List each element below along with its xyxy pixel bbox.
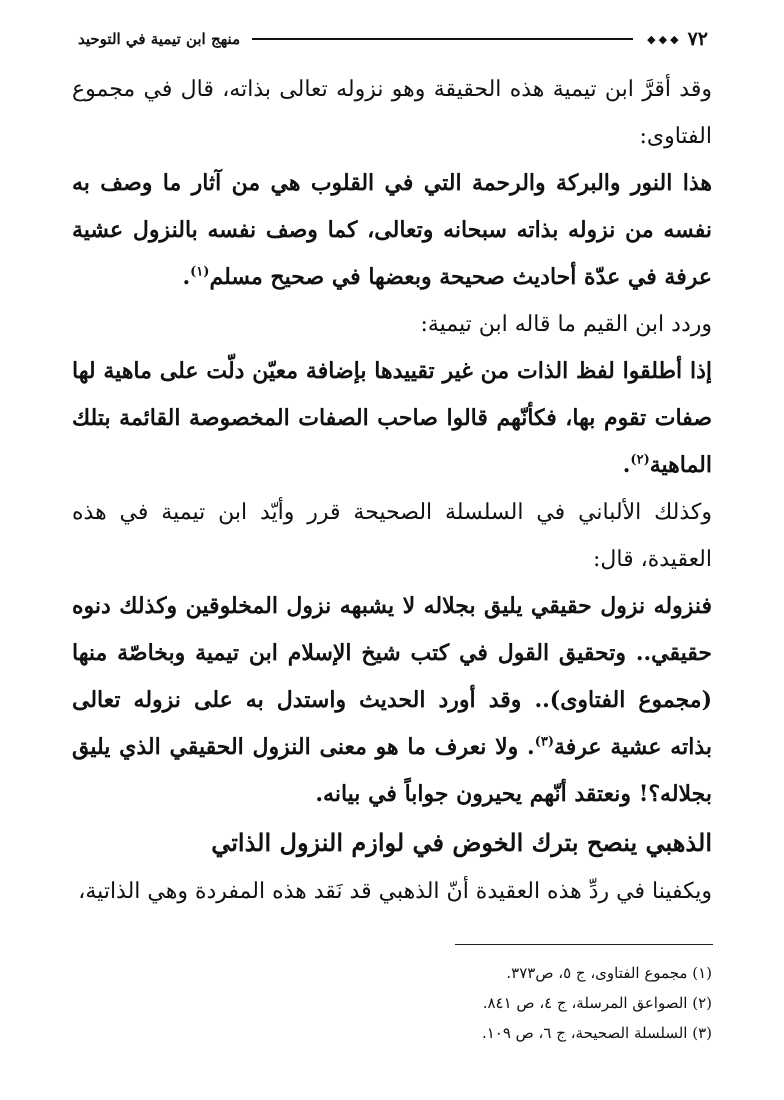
header-rule	[252, 38, 633, 40]
paragraph-text: وردد ابن القيم ما قاله ابن تيمية:	[420, 312, 712, 337]
paragraph-text: وكذلك الألباني في السلسلة الصحيحة قرر وأيّد ابن تيمية في هذه العقيدة، قال:	[72, 500, 712, 572]
punctuation: .	[182, 264, 191, 290]
footnote-ref[interactable]: (٣)	[534, 734, 554, 750]
footnote-item: (٣) السلسلة الصحيحة، ج ٦، ص ١٠٩.	[481, 1024, 712, 1042]
paragraph-text: ويكفينا في ردِّ هذه العقيدة أنّ الذهبي قد نَقد هذه المفردة وهي الذاتية،	[78, 879, 712, 904]
main-text	[72, 66, 712, 915]
quote-block	[72, 348, 712, 489]
page-number: ٧٢	[687, 28, 708, 50]
footnote-item: (١) مجموع الفتاوى، ج ٥، ص٣٧٣.	[506, 964, 712, 982]
footnote-ref[interactable]: (١)	[190, 264, 210, 280]
punctuation: .	[622, 452, 631, 478]
section-heading: الذهبي ينصح بترك الخوض في لوازم النزول الذاتي	[211, 828, 712, 857]
footnotes	[72, 958, 712, 1048]
quote-block	[72, 160, 712, 301]
footnote-ref[interactable]: (٢)	[630, 452, 650, 468]
paragraph-text: وقد أقرَّ ابن تيمية هذه الحقيقة وهو نزوله تعالى بذاته، قال في مجموع الفتاوى:	[72, 77, 712, 149]
quote-text: . ولا نعرف ما هو معنى النزول الحقيقي الذي يليق بجلاله؟! ونعتقد أنّهم يحيرون جواباً في بيانه.	[72, 734, 712, 807]
ornament-diamonds-icon: ◆ ◆ ◆	[647, 32, 678, 46]
quote-block	[72, 583, 712, 818]
paragraph	[72, 489, 712, 583]
footnote-separator	[455, 944, 713, 945]
running-title: منهج ابن تيمية في التوحيد	[78, 30, 241, 48]
paragraph	[72, 868, 712, 915]
page-header	[78, 24, 708, 54]
quote-text: إذا أطلقوا لفظ الذات من غير تقييدها بإضافة معيّن دلّت على ماهية لها صفات تقوم بها، فكأنّهم قالوا صاحب الصفات المخصوصة القائمة بتلك الماهية	[72, 358, 712, 478]
paragraph	[72, 301, 712, 348]
quote-text: هذا النور والبركة والرحمة التي في القلوب هي من آثار ما وصف به نفسه من نزوله بذاته سبحانه وتعالى، كما وصف نفسه بالنزول عشية عرفة في عدّة أحاديث صحيحة وبعضها في صحيح مسلم	[72, 170, 712, 290]
paragraph	[72, 66, 712, 160]
footnote-item: (٢) الصواعق المرسلة، ج ٤، ص ٨٤١.	[482, 994, 712, 1012]
quote-text: فنزوله نزول حقيقي يليق بجلاله لا يشبهه نزول المخلوقين وكذلك دنوه حقيقي.. وتحقيق القول في كتب شيخ الإسلام ابن تيمية وبخاصّة منها (مجموع الفتاوى).. وقد أورد الحديث واستدل به على نزوله تعالى بذاته عشية عرفة	[72, 593, 712, 760]
